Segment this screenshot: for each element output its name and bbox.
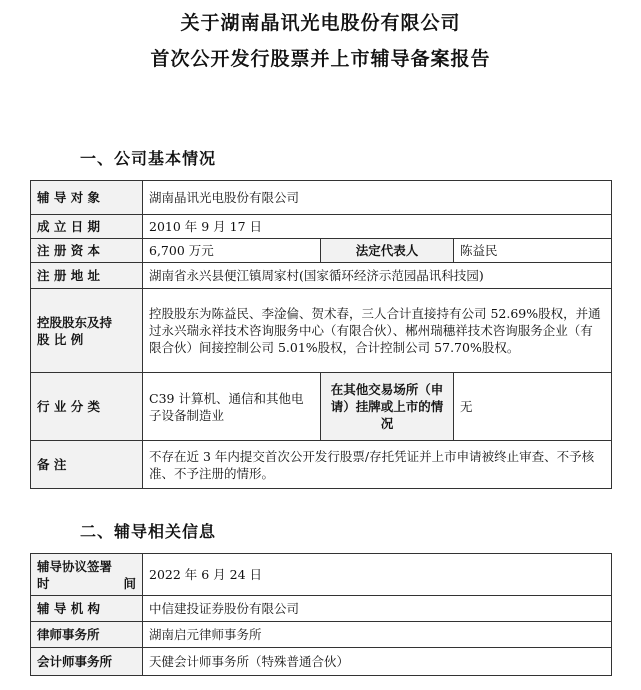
table-row [31,263,612,289]
table-row [31,239,612,263]
agreement-label-char2: 间 [123,575,136,591]
tutoring-info-table [30,553,612,676]
table-row [31,648,612,676]
industry-value: C39 计算机、通信和其他电子设备制造业 [143,373,321,441]
agreement-label [31,554,143,596]
founded-label: 成 立 日 期 [31,215,143,239]
target-value: 湖南晶讯光电股份有限公司 [143,181,612,215]
institution-label: 辅 导 机 构 [31,596,143,622]
law-firm-label: 律师事务所 [31,622,143,648]
capital-label: 注 册 资 本 [31,239,143,263]
document-title-line2: 首次公开发行股票并上市辅导备案报告 [150,48,491,70]
table-row [31,181,612,215]
legal-rep-value: 陈益民 [454,239,612,263]
agreement-label-line1: 辅导协议签署 [37,558,113,574]
document-title-line1: 关于湖南晶讯光电股份有限公司 [180,12,461,34]
address-label: 注 册 地 址 [31,263,143,289]
table-row [31,289,612,373]
agreement-value: 2022 年 6 月 24 日 [143,554,612,596]
address-value: 湖南省永兴县便江镇周家村(国家循环经济示范园晶讯科技园) [143,263,612,289]
table-row [31,215,612,239]
holding-label-line1: 控股股东及持 [37,314,113,330]
remarks-label: 备 注 [31,441,143,489]
agreement-label-line2 [37,575,136,592]
company-info-table [30,180,612,489]
table-row [31,554,612,596]
founded-value: 2010 年 9 月 17 日 [143,215,612,239]
other-listing-value: 无 [454,373,612,441]
agreement-label-char1: 时 [37,575,50,591]
industry-label: 行 业 分 类 [31,373,143,441]
holding-label [31,289,143,373]
accounting-label: 会计师事务所 [31,648,143,676]
table-row [31,622,612,648]
table-row [31,373,612,441]
table-row [31,596,612,622]
table-row [31,441,612,489]
institution-value: 中信建投证券股份有限公司 [143,596,612,622]
holding-label-line2: 股 比 例 [37,331,84,347]
target-label: 辅 导 对 象 [31,181,143,215]
other-listing-label: 在其他交易场所（申请）挂牌或上市的情况 [321,373,454,441]
legal-rep-label: 法定代表人 [321,239,454,263]
remarks-value: 不存在近 3 年内提交首次公开发行股票/存托凭证并上市申请被终止审查、不予核准、不予注册的情形。 [143,441,612,489]
section2-heading: 二、辅导相关信息 [80,522,217,541]
holding-value: 控股股东为陈益民、李淦倫、贺术春，三人合计直接持有公司 52.69%股权，并通过永兴瑞永祥技术咨询服务中心（有限合伙）、郴州瑞穗祥技术咨询服务企业（有限合伙）间接控制公司 5.01%股权，合计控制公司 57.70%股权。 [143,289,612,373]
accounting-value: 天健会计师事务所（特殊普通合伙） [143,648,612,676]
capital-value: 6,700 万元 [143,239,321,263]
section1-heading: 一、公司基本情况 [80,149,217,168]
law-firm-value: 湖南启元律师事务所 [143,622,612,648]
